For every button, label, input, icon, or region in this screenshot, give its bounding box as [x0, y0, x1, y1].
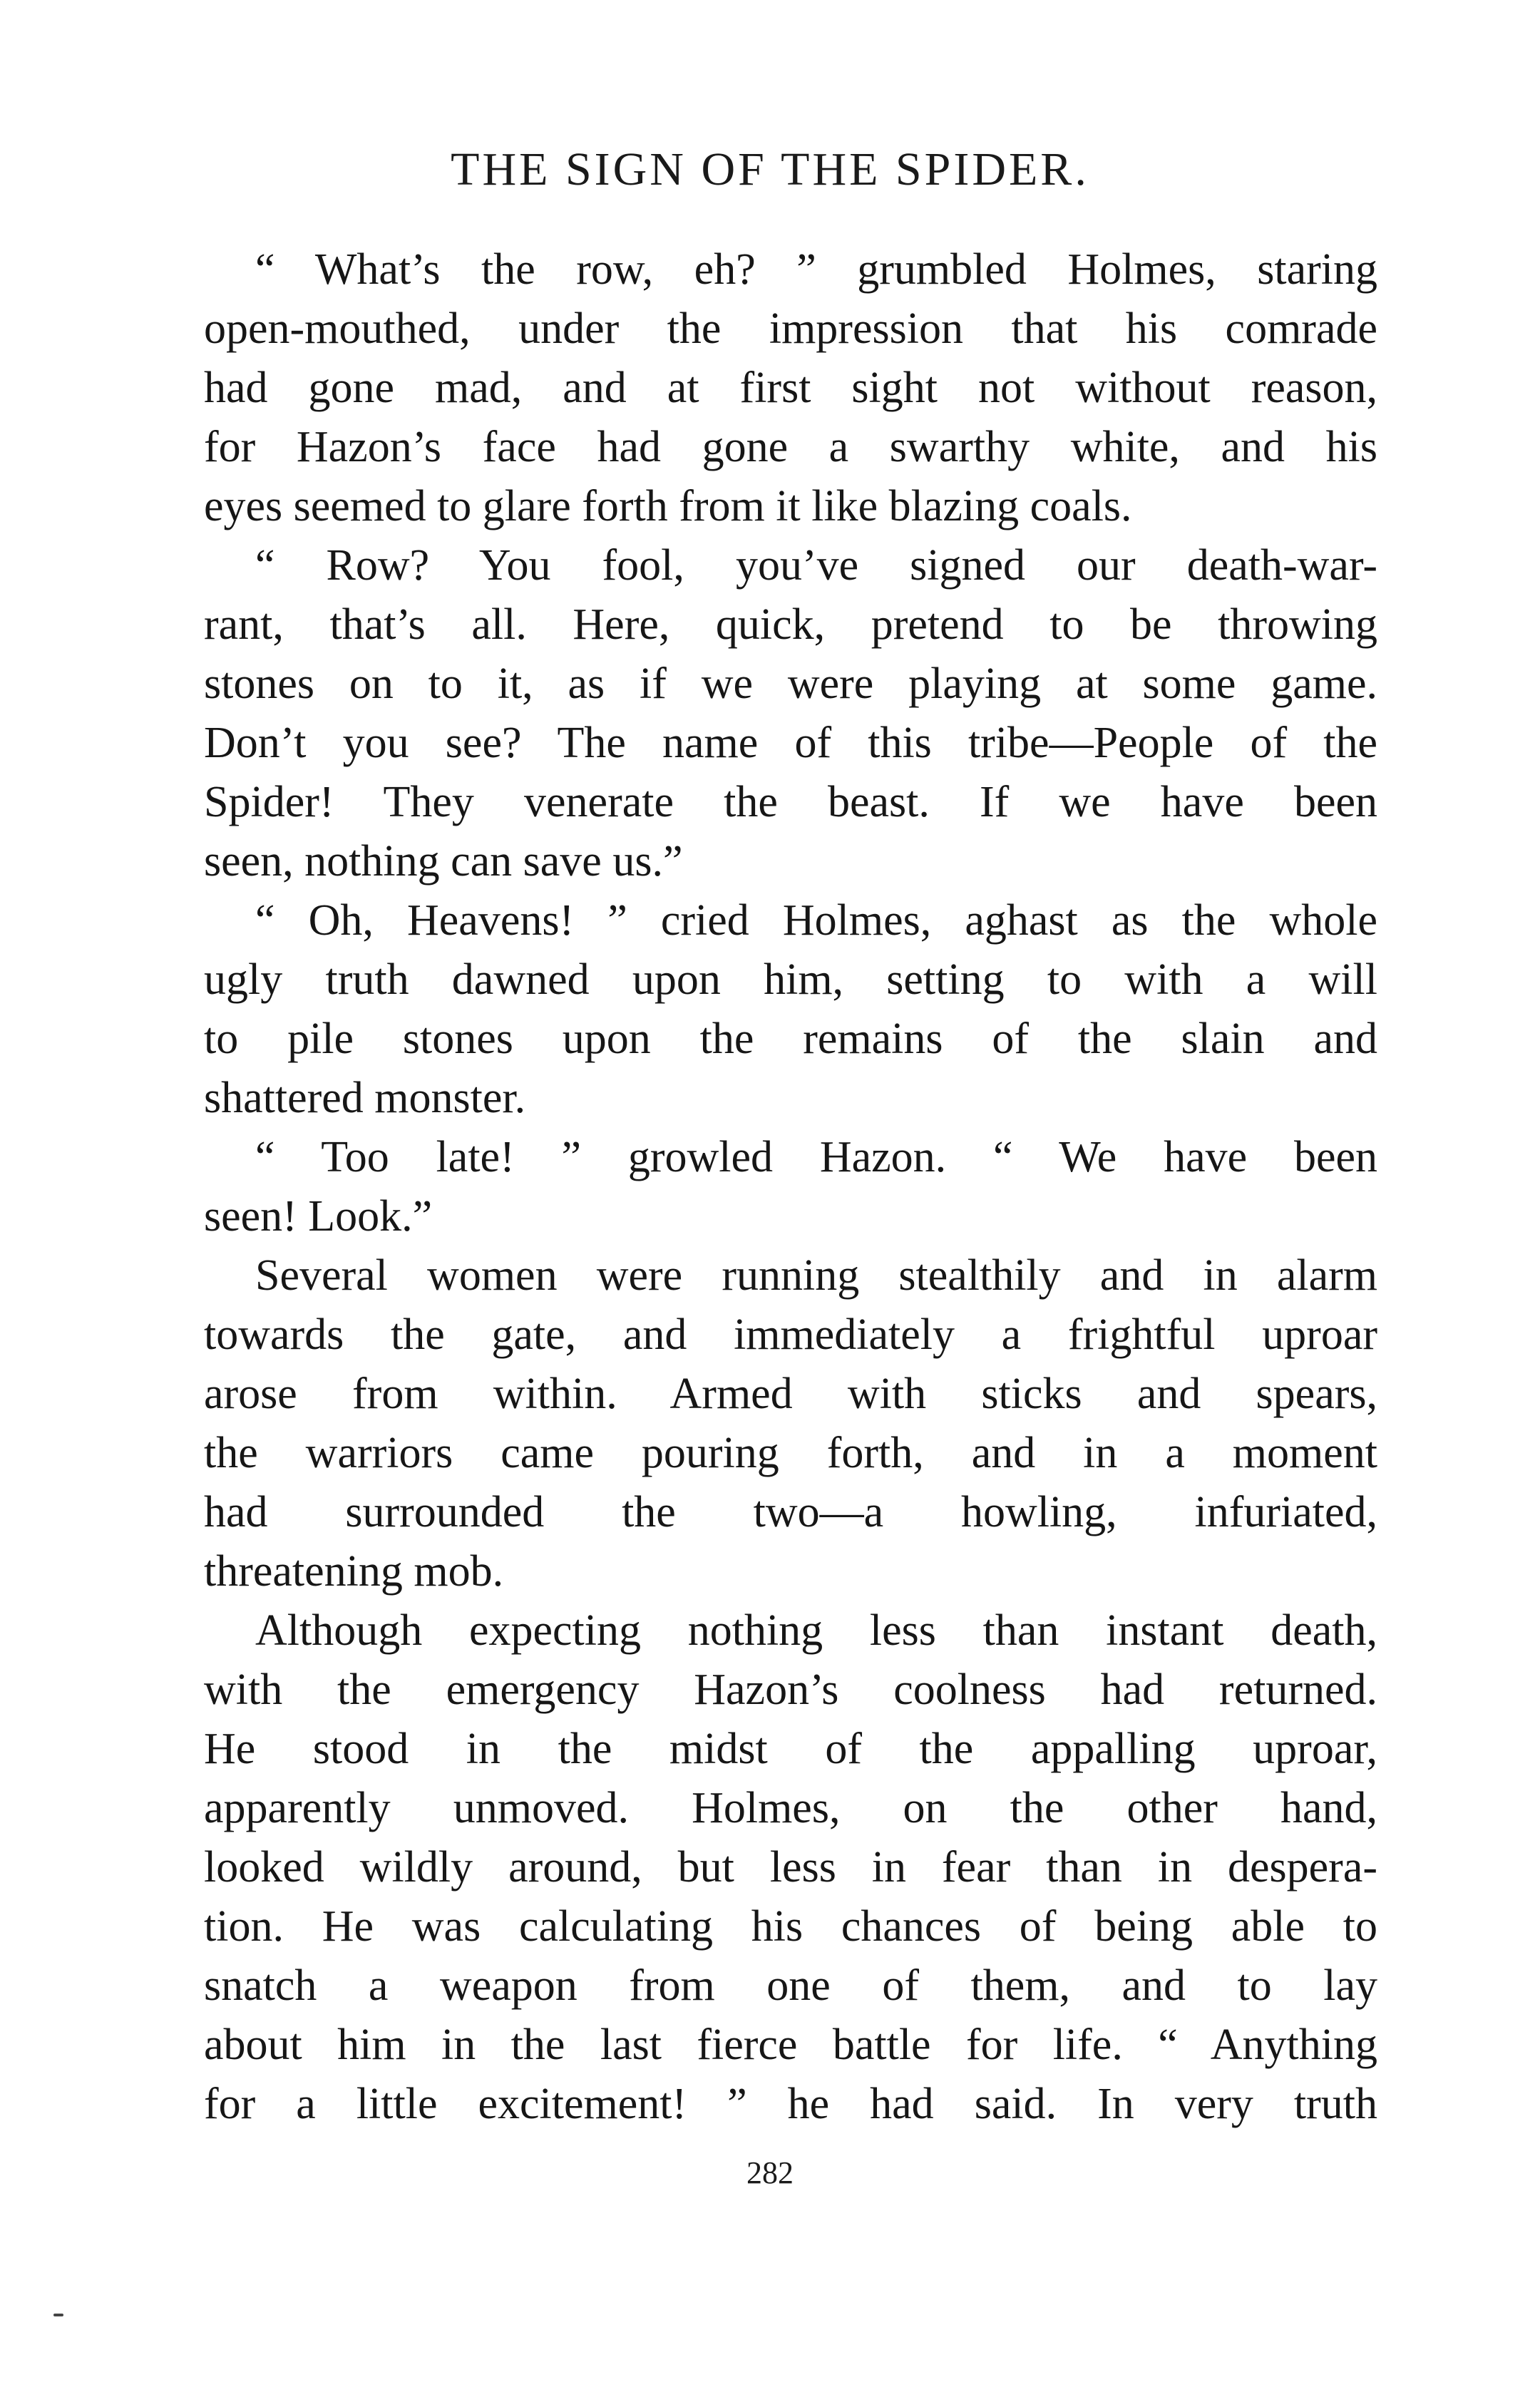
text-line: He stood in the midst of the appalling uproar,: [204, 1725, 1377, 1773]
text-line: snatch a weapon from one of them, and to lay: [204, 1961, 1377, 2010]
text-line: threatening mob.: [204, 1547, 504, 1596]
text-line: had surrounded the two—a howling, infuriated,: [204, 1488, 1377, 1536]
text-line: “ Too late! ” growled Hazon. “ We have been: [255, 1133, 1377, 1181]
text-line: for a little excitement! ” he had said. In very truth: [204, 2080, 1377, 2128]
text-line: seen! Look.”: [204, 1192, 433, 1241]
body-text: [204, 240, 1377, 2134]
text-line: seen, nothing can save us.”: [204, 837, 683, 886]
text-line: apparently unmoved. Holmes, on the other hand,: [204, 1784, 1377, 1832]
text-line: Spider! They venerate the beast. If we have been: [204, 778, 1377, 826]
text-line: “ What’s the row, eh? ” grumbled Holmes, staring: [255, 245, 1377, 294]
text-line: eyes seemed to glare forth from it like blazing coals.: [204, 482, 1132, 530]
text-line: towards the gate, and immediately a frightful uproar: [204, 1310, 1377, 1359]
page-number: 282: [746, 2155, 794, 2190]
text-line: arose from within. Armed with sticks and spears,: [204, 1370, 1377, 1418]
text-line: about him in the last fierce battle for life. “ Anything: [204, 2021, 1377, 2069]
text-line: shattered monster.: [204, 1074, 526, 1122]
text-line: “ Oh, Heavens! ” cried Holmes, aghast as the whole: [255, 896, 1377, 945]
text-line: ugly truth dawned upon him, setting to with a will: [204, 955, 1377, 1004]
margin-mark: [53, 2314, 63, 2316]
text-line: rant, that’s all. Here, quick, pretend to be throwing: [204, 600, 1377, 649]
text-line: to pile stones upon the remains of the slain and: [204, 1015, 1377, 1063]
text-line: had gone mad, and at first sight not without reason,: [204, 364, 1377, 412]
text-line: stones on to it, as if we were playing at some game.: [204, 659, 1377, 708]
text-line: looked wildly around, but less in fear than in despera-: [204, 1843, 1377, 1891]
text-line: tion. He was calculating his chances of being able to: [204, 1902, 1377, 1951]
text-line: Don’t you see? The name of this tribe—People of the: [204, 719, 1377, 767]
text-line: Although expecting nothing less than instant death,: [255, 1606, 1377, 1655]
text-line: “ Row? You fool, you’ve signed our death-war-: [255, 541, 1377, 590]
text-line: open-mouthed, under the impression that his comrade: [204, 304, 1377, 353]
text-line: for Hazon’s face had gone a swarthy white, and his: [204, 423, 1377, 471]
text-line: Several women were running stealthily and in alarm: [255, 1251, 1377, 1300]
text-line: the warriors came pouring forth, and in a moment: [204, 1429, 1377, 1477]
text-line: with the emergency Hazon’s coolness had returned.: [204, 1665, 1377, 1714]
running-head: THE SIGN OF THE SPIDER.: [451, 143, 1089, 195]
